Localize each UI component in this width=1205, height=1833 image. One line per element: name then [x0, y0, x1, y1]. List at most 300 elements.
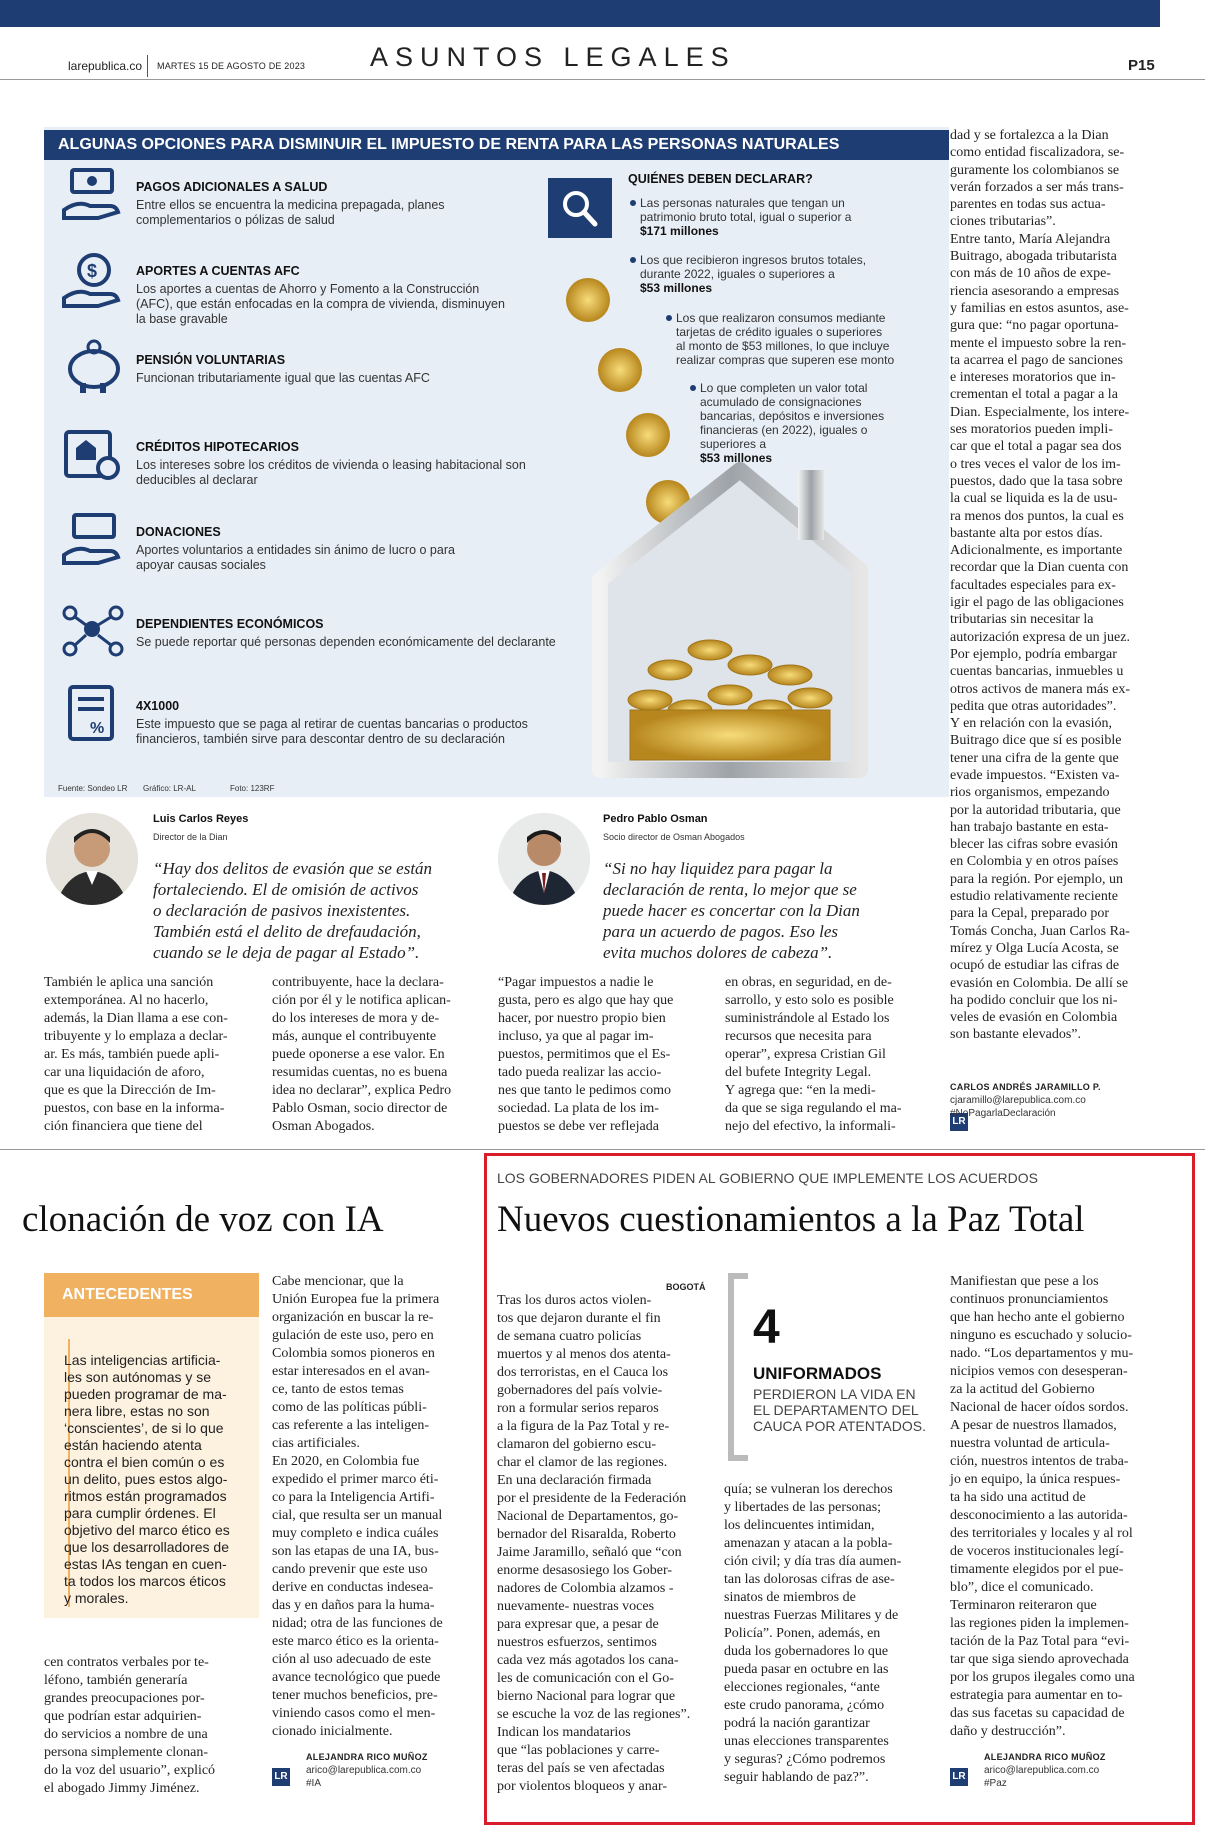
text-line: grandes preocupaciones por-: [44, 1691, 205, 1706]
text-line: tan las dolorosas cifras de ase-: [724, 1572, 895, 1587]
quote-1-text: [153, 858, 463, 963]
text-line: En 2020, en Colombia fue: [272, 1454, 420, 1469]
text-line: tar que siga siendo aprovechada: [950, 1652, 1129, 1667]
text-line: nuestras Fuerzas Militares y de: [724, 1608, 899, 1623]
text-line: Colombia somos pioneros en: [272, 1346, 435, 1361]
top-author: CARLOS ANDRÉS JARAMILLO P.: [950, 1082, 1101, 1092]
text-line: en Colombia y en otros países: [950, 854, 1119, 870]
text-line: la cual se liquida es la de usu-: [950, 491, 1118, 507]
text-line: como de las políticas públi-: [272, 1400, 427, 1415]
text-line: para la región. Por ejemplo, un: [950, 871, 1124, 887]
text-line: cada vez más agotados los cana-: [497, 1653, 679, 1668]
option-title: DEPENDIENTES ECONÓMICOS: [136, 617, 324, 631]
text-line: A pesar de nuestros llamados,: [950, 1418, 1117, 1433]
text-line: objetivo del marco ético es: [64, 1522, 230, 1538]
text-line: nera libre, estas no son: [64, 1403, 210, 1419]
text-line: Los intereses sobre los créditos de vivienda o leasing habitacional son: [136, 458, 526, 472]
text-line: recursos que necesita para: [725, 1029, 872, 1044]
credit-photo: Foto: 123RF: [230, 784, 275, 793]
text-line: veles de evasión en Colombia: [950, 1010, 1118, 1026]
who-item: [640, 196, 851, 238]
text-line: guramente los colombianos se: [950, 162, 1120, 178]
money-hand-icon: [58, 162, 128, 228]
bullet-dot: [630, 200, 636, 206]
text-line: ción financiera que tiene del: [44, 1119, 203, 1134]
text-line: timamente elegidos por el pue-: [950, 1562, 1124, 1577]
text-line: puestos, con base en la informa-: [44, 1101, 225, 1116]
text-line: un delito, pues estos algo-: [64, 1471, 228, 1487]
text-line: Tomás Concha, Juan Carlos Ra-: [950, 923, 1130, 939]
text-line: cen contratos verbales por te-: [44, 1655, 209, 1670]
text-line: tener una cifra de la gente que: [950, 750, 1119, 766]
paz-column-1: [497, 1292, 707, 1796]
text-line: ar. Es más, también puede apli-: [44, 1047, 220, 1062]
piggy-bank-icon: [58, 335, 128, 401]
text-line: de voceros institucionales legí-: [950, 1544, 1124, 1559]
text-line: da que se siga regulando el ma-: [725, 1101, 902, 1116]
text-line: idea no declarar”, explica Pedro: [272, 1083, 452, 1098]
text-line: tos que dejaron durante el fin: [497, 1311, 661, 1326]
quote-1-name: Luis Carlos Reyes: [153, 813, 249, 825]
text-line: Funcionan tributariamente igual que las cuentas AFC: [136, 371, 430, 385]
text-line: este crudo panorama, ¿cómo: [724, 1698, 885, 1713]
text-line: puestos, dado que la tasa sobre: [950, 473, 1123, 489]
text-line: nuestra voluntad de articula-: [950, 1436, 1110, 1451]
quote-2-text: [603, 858, 913, 963]
text-line: nicipios vemos con desesperan-: [950, 1364, 1128, 1379]
text-line: podrá la nación garantizar: [724, 1716, 870, 1731]
text-line: nejo del efectivo, la informali-: [725, 1119, 896, 1134]
pedro-pablo-osman-photo: [498, 813, 590, 905]
antecedentes-title: ANTECEDENTES: [44, 1273, 259, 1317]
text-line: ta todos los marcos éticos: [64, 1573, 226, 1589]
text-line: Nacional de Departamentos, go-: [497, 1509, 679, 1524]
text-line: cando prevenir que este uso: [272, 1562, 428, 1577]
text-line: suministrándole al Estado los: [725, 1011, 890, 1026]
text-line: puede hacer es concertar con la Dian: [603, 901, 860, 920]
text-line: a la figura de la Paz Total y re-: [497, 1419, 670, 1434]
quote-1-role: Director de la Dian: [153, 832, 228, 842]
paz-hashtag: #Paz: [984, 1778, 1007, 1789]
text-line: elecciones regionales, “ante: [724, 1680, 880, 1695]
text-line: Nacional de hacer oídos sordos.: [950, 1400, 1129, 1415]
ia-column-2: [272, 1273, 472, 1741]
text-line: nado. “Los departamentos y mu-: [950, 1346, 1134, 1361]
text-line: declaración de renta, lo mejor que se: [603, 880, 857, 899]
option-title: DONACIONES: [136, 525, 221, 539]
text-line: Manifiestan que pese a los: [950, 1274, 1099, 1289]
svg-text:%: %: [90, 720, 105, 737]
text-line: Los que realizaron consumos mediante: [676, 311, 886, 325]
text-line: daño y destrucción”.: [950, 1724, 1066, 1739]
text-line: igir el pago de las obligaciones: [950, 595, 1124, 611]
text-line: tarjetas de crédito iguales o superiores: [676, 325, 883, 339]
text-line: bierno Nacional para lograr que: [497, 1689, 676, 1704]
text-line: Entre tanto, María Alejandra: [950, 231, 1111, 247]
text-line: Por ejemplo, podría embargar: [950, 646, 1117, 662]
top-column-4: [725, 974, 935, 1136]
text-line: además, la Dian llama a ese con-: [44, 1011, 228, 1026]
text-line: realizar compras que superen ese monto: [676, 353, 895, 367]
text-line: Este impuesto que se paga al retirar de cuentas bancarias o productos: [136, 717, 528, 731]
text-line: por violentos bloqueos y anar-: [497, 1779, 668, 1794]
text-line: ciones tributarias”.: [950, 214, 1056, 230]
option-title: 4X1000: [136, 699, 180, 713]
text-line: deducibles al declarar: [136, 473, 258, 487]
text-line: y seguras? ¿Cómo podremos: [724, 1752, 886, 1767]
text-line: CAUCA POR ATENTADOS.: [753, 1418, 926, 1434]
text-line: facultades especiales para ex-: [950, 577, 1116, 593]
text-line: están haciendo atenta: [64, 1437, 202, 1453]
text-line: que podrían estar adquirien-: [44, 1709, 202, 1724]
text-line: que han hecho ante el gobierno: [950, 1310, 1125, 1325]
text-line: incluso, ya que al pagar im-: [498, 1029, 654, 1044]
text-line: bernador del Risaralda, Roberto: [497, 1527, 676, 1542]
text-line: parentes en todas sus actua-: [950, 197, 1106, 213]
text-line: resumidas cuentas, no es buena: [272, 1065, 448, 1080]
text-line: También está el delito de drefaudación,: [153, 922, 421, 941]
text-line: tribuyente y lo emplaza a declar-: [44, 1029, 228, 1044]
text-line: por los grupos ilegales como una: [950, 1670, 1135, 1685]
text-line: Buitrago, abogada tributarista: [950, 249, 1117, 265]
issue-date: MARTES 15 DE AGOSTO DE 2023: [157, 61, 306, 71]
text-line: rios organismos, empezando: [950, 785, 1110, 801]
text-line: complementarios o pólizas de salud: [136, 213, 335, 227]
paz-author-email: arico@larepublica.com.co: [984, 1765, 1100, 1776]
text-line: ron a formular serios reparos: [497, 1401, 659, 1416]
stat-number: 4: [753, 1301, 780, 1354]
svg-text:$: $: [87, 261, 98, 281]
option-description: [136, 543, 576, 573]
text-line: otros activos de manera más ex-: [950, 681, 1130, 697]
dateline: BOGOTÁ: [666, 1282, 706, 1292]
people-network-icon: [58, 599, 128, 665]
text-line: contra el bien común o es: [64, 1454, 225, 1470]
text-line: Jaime Jaramillo, señaló que “con: [497, 1545, 682, 1560]
antecedentes-text: [64, 1352, 244, 1607]
text-line: estar interesados en el avan-: [272, 1364, 430, 1379]
text-line: ra menos dos puntos, la cual es: [950, 508, 1124, 524]
text-line: Unión Europea fue la primera: [272, 1292, 440, 1307]
paz-column-2: [724, 1481, 934, 1787]
mortgage-icon: [58, 422, 128, 488]
text-line: patrimonio bruto total, igual o superior a: [640, 210, 852, 224]
text-line: el abogado Jimmy Jiménez.: [44, 1781, 200, 1796]
ia-author: ALEJANDRA RICO MUÑOZ: [306, 1752, 428, 1762]
top-column-3: [498, 974, 708, 1136]
text-line: car una liquidación de aforo,: [44, 1065, 205, 1080]
text-line: Tras los duros actos violen-: [497, 1293, 652, 1308]
text-line: des territoriales y locales y al rol: [950, 1526, 1133, 1541]
option-title: PENSIÓN VOLUNTARIAS: [136, 353, 286, 367]
text-line: do servicios a nombre de una: [44, 1727, 208, 1742]
top-column-1: [44, 974, 254, 1136]
text-line: co para la Inteligencia Artifi-: [272, 1490, 435, 1505]
top-color-bar: [0, 0, 1160, 27]
text-line: dad y se fortalezca a la Dian: [950, 128, 1109, 143]
stat-bracket: [728, 1273, 748, 1461]
text-line: puede oponerse a ese valor. En: [272, 1047, 445, 1062]
text-line: estas IAs tengan en cuen-: [64, 1556, 227, 1572]
coin-hand-icon: [58, 246, 128, 312]
text-line: por la autoridad tributaria, que: [950, 802, 1121, 818]
text-line: léfono, también generaría: [44, 1673, 188, 1688]
text-line: tributarias sin necesitar la: [950, 612, 1094, 628]
text-line: Dian. Especialmente, los intere-: [950, 404, 1130, 420]
text-line: estudio relativamente reciente: [950, 889, 1118, 905]
text-line: evade impuestos. “Existen va-: [950, 767, 1120, 783]
text-line: apoyar causas sociales: [136, 558, 266, 572]
text-line: se escuche la voz de las regiones”.: [497, 1707, 691, 1722]
text-line: con más de 10 años de expe-: [950, 266, 1111, 282]
text-line: do los intereses de mora y de-: [272, 1011, 440, 1026]
text-line: avance tecnológico que puede: [272, 1670, 441, 1685]
text-line: para cumplir órdenes. El: [64, 1505, 216, 1521]
text-line: gobernadores del país volvie-: [497, 1383, 663, 1398]
text-line: enorme desasosiego los Gober-: [497, 1563, 673, 1578]
text-line: das y en daños para la huma-: [272, 1598, 435, 1613]
text-line: Indican los mandatarios: [497, 1725, 631, 1740]
lr-logo-icon: LR: [272, 1768, 290, 1786]
option-title: PAGOS ADICIONALES A SALUD: [136, 180, 328, 194]
text-line: blecer las cifras sobre evasión: [950, 837, 1118, 853]
text-line: Terminaron reiteraron que: [950, 1598, 1097, 1613]
text-line: hacer, por nuestro propio bien: [498, 1011, 666, 1026]
text-line: Cabe mencionar, que la: [272, 1274, 404, 1289]
page-number: P15: [1128, 57, 1155, 74]
text-line: mente el impuesto sobre la ren-: [950, 335, 1127, 351]
text-line: superiores a: [700, 437, 767, 451]
page-divider: [0, 1149, 1205, 1150]
text-line: Buitrago dice que sí es posible: [950, 733, 1122, 749]
text-line: estrategia para aumentar en to-: [950, 1688, 1123, 1703]
text-line: nadores de Colombia alzamos -: [497, 1581, 674, 1596]
text-line: cias artificiales.: [272, 1436, 360, 1451]
who-item-amount: $53 millones: [700, 451, 773, 465]
text-line: ta ha sido una actitud de: [950, 1490, 1086, 1505]
text-line: son las etapas de una IA, bus-: [272, 1544, 439, 1559]
text-line: los delincuentes intimidan,: [724, 1518, 875, 1533]
text-line: que “las poblaciones y carre-: [497, 1743, 660, 1758]
text-line: sociedad. La plata de los im-: [498, 1101, 659, 1116]
text-line: cionado inicialmente.: [272, 1724, 393, 1739]
quote-2-role: Socio director de Osman Abogados: [603, 832, 745, 842]
text-line: quía; se vulneran los derechos: [724, 1482, 893, 1497]
donation-icon: [58, 507, 128, 573]
text-line: para un acuerdo de pagos. Eso les: [603, 922, 838, 941]
lr-logo-icon: LR: [950, 1768, 968, 1786]
text-line: sinatos de miembros de: [724, 1590, 856, 1605]
text-line: char el clamor de las regiones.: [497, 1455, 668, 1470]
paz-headline: Nuevos cuestionamientos a la Paz Total: [497, 1199, 1085, 1240]
text-line: durante 2022, iguales o superiores a: [640, 267, 835, 281]
text-line: ses moratorios pueden impli-: [950, 422, 1113, 438]
text-line: operar”, expresa Cristian Gil: [725, 1047, 886, 1062]
text-line: cuentas bancarias, inmuebles u: [950, 664, 1124, 680]
text-line: pueden programar de ma-: [64, 1386, 227, 1402]
text-line: verán forzados a ser más trans-: [950, 179, 1124, 195]
text-line: pedita que otras autoridades”.: [950, 698, 1117, 714]
text-line: seguir hablando de paz?”.: [724, 1770, 869, 1785]
text-line: gusta, pero es algo que hay que: [498, 993, 674, 1008]
text-line: das sus facetas su capacidad de: [950, 1706, 1125, 1721]
infographic-title: ALGUNAS OPCIONES PARA DISMINUIR EL IMPUESTO DE RENTA PARA LAS PERSONAS NATURALES: [44, 130, 949, 160]
option-description: [136, 371, 576, 386]
text-line: las regiones piden la implemen-: [950, 1616, 1129, 1631]
text-line: evita muchos dolores de cabeza”.: [603, 943, 833, 962]
text-line: muertos y al menos dos atenta-: [497, 1347, 671, 1362]
text-line: por el presidente de la Federación: [497, 1491, 687, 1506]
text-line: do la voz del usuario”, explicó: [44, 1763, 216, 1778]
text-line: crementan el total a pagar a la: [950, 387, 1118, 403]
option-description: [136, 635, 576, 650]
luis-carlos-reyes-photo: [46, 813, 138, 905]
ia-headline: clonación de voz con IA: [22, 1199, 384, 1240]
text-line: organización en buscar la re-: [272, 1310, 434, 1325]
text-line: puestos, permitimos que el Es-: [498, 1047, 671, 1062]
text-line: ‘conscientes’, de si lo que: [64, 1420, 224, 1436]
ia-author-email: arico@larepublica.com.co: [306, 1765, 422, 1776]
who-must-declare-title: QUIÉNES DEBEN DECLARAR?: [628, 172, 813, 186]
text-line: car que el total a pagar sea dos: [950, 439, 1122, 455]
text-line: ta acarrea el pago de sanciones: [950, 352, 1123, 368]
text-line: fortaleciendo. El de omisión de activos: [153, 880, 419, 899]
text-line: mírez y Olga Lucía Acosta, se: [950, 940, 1119, 956]
text-line: Lo que completen un valor total: [700, 381, 868, 395]
text-line: extemporánea. Al no hacerlo,: [44, 993, 209, 1008]
option-title: APORTES A CUENTAS AFC: [136, 264, 300, 278]
credit-source: Fuente: Sondeo LR: [58, 784, 128, 793]
text-line: del bufete Integrity Legal.: [725, 1065, 872, 1080]
text-line: la base gravable: [136, 312, 228, 326]
text-line: para expresar que, a pesar de: [497, 1617, 659, 1632]
text-line: Los que recibieron ingresos brutos totales,: [640, 253, 867, 267]
option-description: [136, 458, 576, 488]
stat-description: [753, 1386, 943, 1434]
paz-author: ALEJANDRA RICO MUÑOZ: [984, 1752, 1106, 1762]
text-line: ha podido concluir que los ni-: [950, 992, 1118, 1008]
text-line: expedido el primer marco éti-: [272, 1472, 439, 1487]
text-line: contribuyente, hace la declara-: [272, 975, 444, 990]
header-rule: [0, 79, 1205, 80]
text-line: cas referente a las inteligen-: [272, 1418, 430, 1433]
text-line: les son autónomas y se: [64, 1369, 212, 1385]
text-line: riencia asesorando a empresas: [950, 283, 1120, 299]
text-line: bancarias, depósitos e inversiones: [700, 409, 885, 423]
text-line: (AFC), que están enfocadas en la compra de vivienda, disminuyen: [136, 297, 505, 311]
top-right-column: [950, 127, 1160, 1044]
tax-document-icon: [58, 681, 128, 747]
text-line: Entre ellos se encuentra la medicina prepagada, planes: [136, 198, 445, 212]
text-line: son bastante elevados”.: [950, 1027, 1082, 1043]
text-line: Aportes voluntarios a entidades sin ánimo de lucro o para: [136, 543, 455, 557]
paz-kicker: LOS GOBERNADORES PIDEN AL GOBIERNO QUE IMPLEMENTE LOS ACUERDOS: [497, 1170, 1038, 1186]
ia-column-1: [44, 1654, 259, 1798]
text-line: cial, que resulta ser un manual: [272, 1508, 443, 1523]
text-line: gura que: “no pagar oportuna-: [950, 318, 1119, 334]
text-line: evasión en Colombia. De allí se: [950, 975, 1129, 991]
text-line: “Hay dos delitos de evasión que se están: [153, 859, 433, 878]
text-line: nuevamente- nuestras voces: [497, 1599, 655, 1614]
text-line: desconocimiento a las autorida-: [950, 1508, 1128, 1523]
text-line: EL DEPARTAMENTO DEL: [753, 1402, 919, 1418]
text-line: persona simplemente clonan-: [44, 1745, 209, 1760]
text-line: ción por él y le notifica aplican-: [272, 993, 451, 1008]
text-line: Y en relación con la evasión,: [950, 716, 1112, 732]
text-line: Las personas naturales que tengan un: [640, 196, 845, 210]
text-line: tener muchos beneficios, pre-: [272, 1688, 438, 1703]
option-description: [136, 198, 576, 228]
text-line: nidad; otra de las funciones de: [272, 1616, 443, 1631]
text-line: financieros, también sirve para descontar dentro de su declaración: [136, 732, 505, 746]
text-line: ción, nuestros intentos de traba-: [950, 1454, 1129, 1469]
text-line: za la actitud del Gobierno: [950, 1382, 1095, 1397]
text-line: Los aportes a cuentas de Ahorro y Fomento a la Construcción: [136, 282, 480, 296]
text-line: “Pagar impuestos a nadie le: [498, 975, 654, 990]
text-line: nuestros esfuerzos, sentimos: [497, 1635, 657, 1650]
text-line: para la Cepal, preparado por: [950, 906, 1109, 922]
text-line: ritmos están programados: [64, 1488, 227, 1504]
stat-label: UNIFORMADOS: [753, 1364, 882, 1383]
text-line: clamaron del gobierno escu-: [497, 1437, 656, 1452]
top-author-email: cjaramillo@larepublica.com.co: [950, 1095, 1086, 1106]
text-line: ción al uso adecuado de este: [272, 1652, 431, 1667]
who-item-amount: $171 millones: [640, 224, 719, 238]
text-line: amenazan y atacan a la pobla-: [724, 1536, 893, 1551]
top-hashtag: #NoPagarlaDeclaración: [950, 1108, 1056, 1119]
who-item-amount: $53 millones: [640, 281, 713, 295]
text-line: Las inteligencias artificia-: [64, 1352, 221, 1368]
text-line: cuando se le deja de pagar al Estado”.: [153, 943, 420, 962]
text-line: que los desarrolladores de: [64, 1539, 229, 1555]
text-line: Se puede reportar qué personas dependen económicamente del declarante: [136, 635, 556, 649]
text-line: gulación de este uso, pero en: [272, 1328, 434, 1343]
text-line: derive en conductas indesea-: [272, 1580, 434, 1595]
text-line: blo”, dice el comunicado.: [950, 1580, 1094, 1595]
quote-2-name: Pedro Pablo Osman: [603, 813, 708, 825]
text-line: “Si no hay liquidez para pagar la: [603, 859, 833, 878]
top-column-2: [272, 974, 482, 1136]
text-line: continuos pronunciamientos: [950, 1292, 1109, 1307]
text-line: nes que tanto le pedimos como: [498, 1083, 672, 1098]
section-title: ASUNTOS LEGALES: [370, 42, 736, 72]
text-line: tado pueda realizar las accio-: [498, 1065, 662, 1080]
text-line: Osman Abogados.: [272, 1119, 375, 1134]
text-line: han trabajo bastante en esta-: [950, 819, 1109, 835]
text-line: y libertades de las personas;: [724, 1500, 882, 1515]
text-line: en obras, en seguridad, en de-: [725, 975, 892, 990]
text-line: muy completo e indica cuáles: [272, 1526, 439, 1541]
text-line: viniendo casos como el men-: [272, 1706, 436, 1721]
text-line: bastante alta por estos días.: [950, 525, 1103, 541]
text-line: ocupó de estudiar las cifras de: [950, 958, 1120, 974]
text-line: tación de la Paz Total para “evi-: [950, 1634, 1130, 1649]
house-coins-illustration: [560, 270, 900, 790]
text-line: o tres veces el valor de los im-: [950, 456, 1121, 472]
text-line: este marco ético es la orienta-: [272, 1634, 439, 1649]
text-line: autorización expresa de un juez.: [950, 629, 1130, 645]
text-line: Policía”. Ponen, además, en: [724, 1626, 881, 1641]
text-line: Adicionalmente, es importante: [950, 543, 1123, 559]
text-line: sarrollo, y esto solo es posible: [725, 993, 894, 1008]
text-line: o declaración de pasivos inexistentes.: [153, 901, 411, 920]
credit-graphic: Gráfico: LR-AL: [143, 784, 196, 793]
text-line: y familias en estos asuntos, ase-: [950, 300, 1129, 316]
text-line: duda los gobernadores lo que: [724, 1644, 889, 1659]
text-line: les de comunicación con el Go-: [497, 1671, 674, 1686]
text-line: ce, tanto de estos temas: [272, 1382, 404, 1397]
bullet-dot: [630, 257, 636, 263]
